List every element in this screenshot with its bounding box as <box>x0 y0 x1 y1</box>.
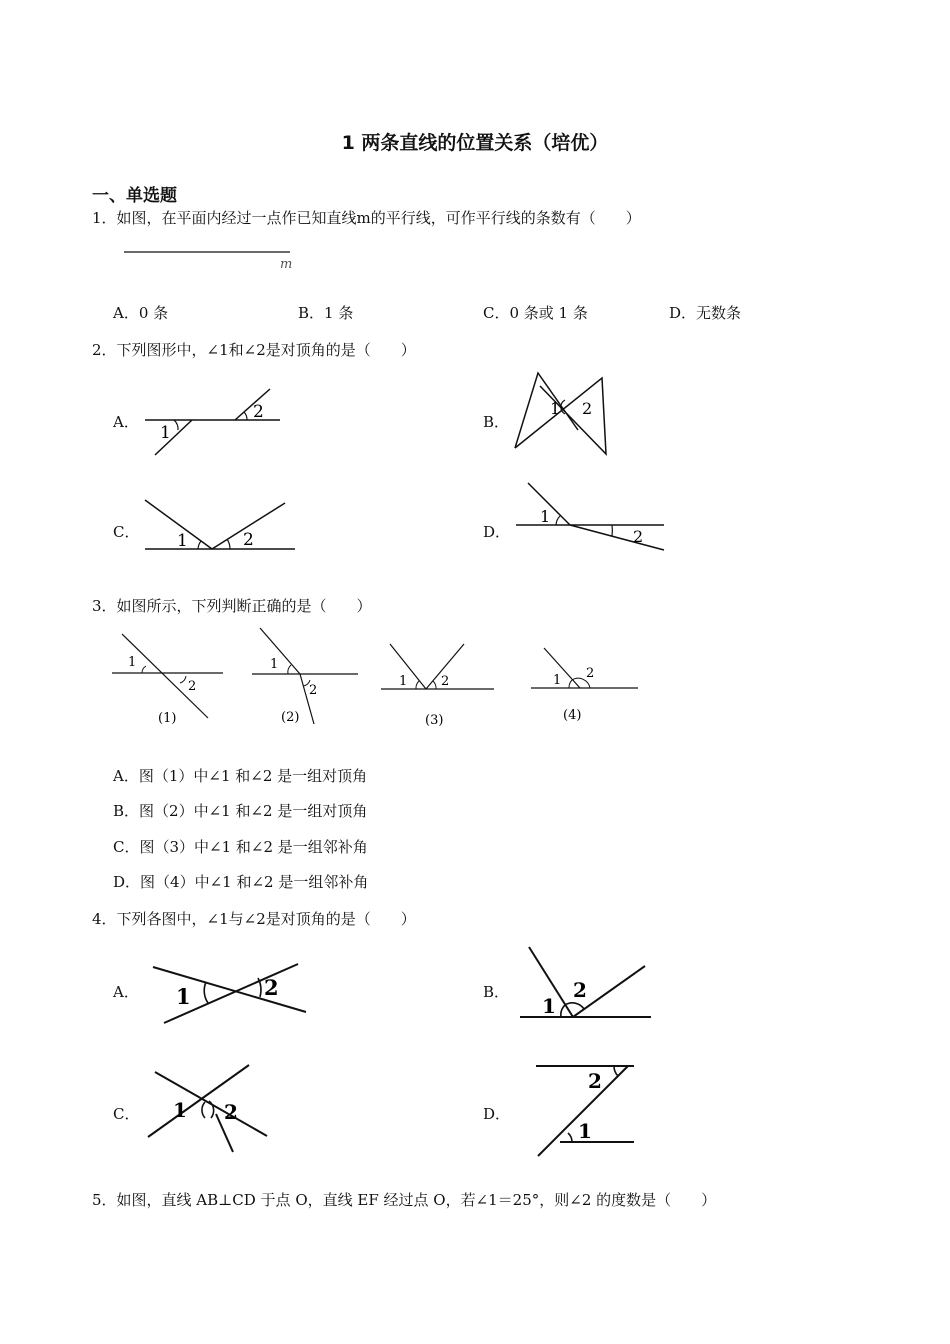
q4-figure-a <box>150 960 310 1030</box>
q4-option-d[interactable]: D． <box>483 1105 511 1123</box>
section-heading: 一、单选题 <box>92 186 177 206</box>
angle-1-label: 1 <box>160 423 171 443</box>
angle-1-label: 1 <box>578 1119 592 1143</box>
angle-2-label: 2 <box>586 666 595 681</box>
question-3-stem: 3．如图所示，下列判断正确的是（ ） <box>92 597 372 615</box>
question-2-stem: 2．下列图形中，∠1和∠2是对顶角的是（ ） <box>92 341 416 359</box>
q3-figure-2 <box>248 624 363 729</box>
angle-2-label: 2 <box>582 399 593 418</box>
angle-2-label: 2 <box>224 1100 238 1124</box>
angle-1-label: 1 <box>542 994 556 1018</box>
q1-option-a[interactable]: A．0 条 <box>113 304 169 322</box>
angle-2-label: 2 <box>573 978 587 1002</box>
angle-1-label: 1 <box>177 531 188 551</box>
angle-2-label: 2 <box>588 1069 602 1093</box>
angle-2-label: 2 <box>441 674 450 689</box>
angle-2-label: 2 <box>264 975 279 1000</box>
angle-2-label: 2 <box>309 683 318 698</box>
angle-1-label: 1 <box>553 673 562 688</box>
q1-option-d[interactable]: D．无数条 <box>669 304 742 322</box>
q4-figure-b <box>515 942 655 1027</box>
q4-option-c[interactable]: C． <box>113 1105 140 1123</box>
angle-1-label: 1 <box>550 399 561 418</box>
angle-1-label: 1 <box>173 1098 187 1122</box>
angle-2-label: 2 <box>253 402 264 422</box>
q2-figure-a <box>140 385 290 460</box>
q3-option-b[interactable]: B．图（2）中∠1 和∠2 是一组对顶角 <box>113 802 368 820</box>
q3-figure-3 <box>378 640 498 730</box>
angle-1-label: 1 <box>176 984 191 1009</box>
q3-option-a[interactable]: A．图（1）中∠1 和∠2 是一组对顶角 <box>113 767 368 785</box>
angle-1-label: 1 <box>399 674 408 689</box>
q3-figure-1 <box>108 628 228 728</box>
q3-option-d[interactable]: D．图（4）中∠1 和∠2 是一组邻补角 <box>113 873 369 891</box>
question-4-stem: 4．下列各图中，∠1与∠2是对顶角的是（ ） <box>92 910 416 928</box>
q2-option-c[interactable]: C． <box>113 523 140 541</box>
q2-option-b[interactable]: B． <box>483 413 510 431</box>
figure-caption: (1) <box>158 711 177 726</box>
q2-figure-b <box>510 368 615 460</box>
line-m-label: m <box>280 257 293 272</box>
question-1-stem: 1．如图，在平面内经过一点作已知直线m的平行线，可作平行线的条数有（ ） <box>92 209 641 227</box>
figure-caption: (4) <box>563 708 582 723</box>
q4-option-a[interactable]: A． <box>113 983 139 1001</box>
angle-1-label: 1 <box>128 655 137 670</box>
question-5-stem: 5．如图，直线 AB⊥CD 于点 O，直线 EF 经过点 O，若∠1＝25°，则∠2 的度数是（ ） <box>92 1191 717 1209</box>
q1-option-b[interactable]: B．1 条 <box>298 304 354 322</box>
q4-figure-d <box>530 1058 640 1163</box>
angle-1-label: 1 <box>540 507 551 526</box>
angle-1-label: 1 <box>270 657 279 672</box>
angle-2-label: 2 <box>243 530 254 550</box>
q3-figure-4 <box>528 642 643 727</box>
angle-2-label: 2 <box>633 527 644 546</box>
q2-figure-d <box>512 480 672 555</box>
figure-caption: (3) <box>425 713 444 728</box>
q1-option-c[interactable]: C．0 条或 1 条 <box>483 304 588 322</box>
q2-option-a[interactable]: A． <box>113 413 139 431</box>
figure-caption: (2) <box>281 710 300 725</box>
page-title: 1 两条直线的位置关系（培优） <box>341 132 609 154</box>
q2-figure-c <box>140 495 300 555</box>
q1-line-figure <box>120 245 310 275</box>
q4-figure-c <box>145 1062 275 1157</box>
q4-option-b[interactable]: B． <box>483 983 510 1001</box>
q3-option-c[interactable]: C．图（3）中∠1 和∠2 是一组邻补角 <box>113 838 368 856</box>
angle-2-label: 2 <box>188 679 197 694</box>
q2-option-d[interactable]: D． <box>483 523 511 541</box>
